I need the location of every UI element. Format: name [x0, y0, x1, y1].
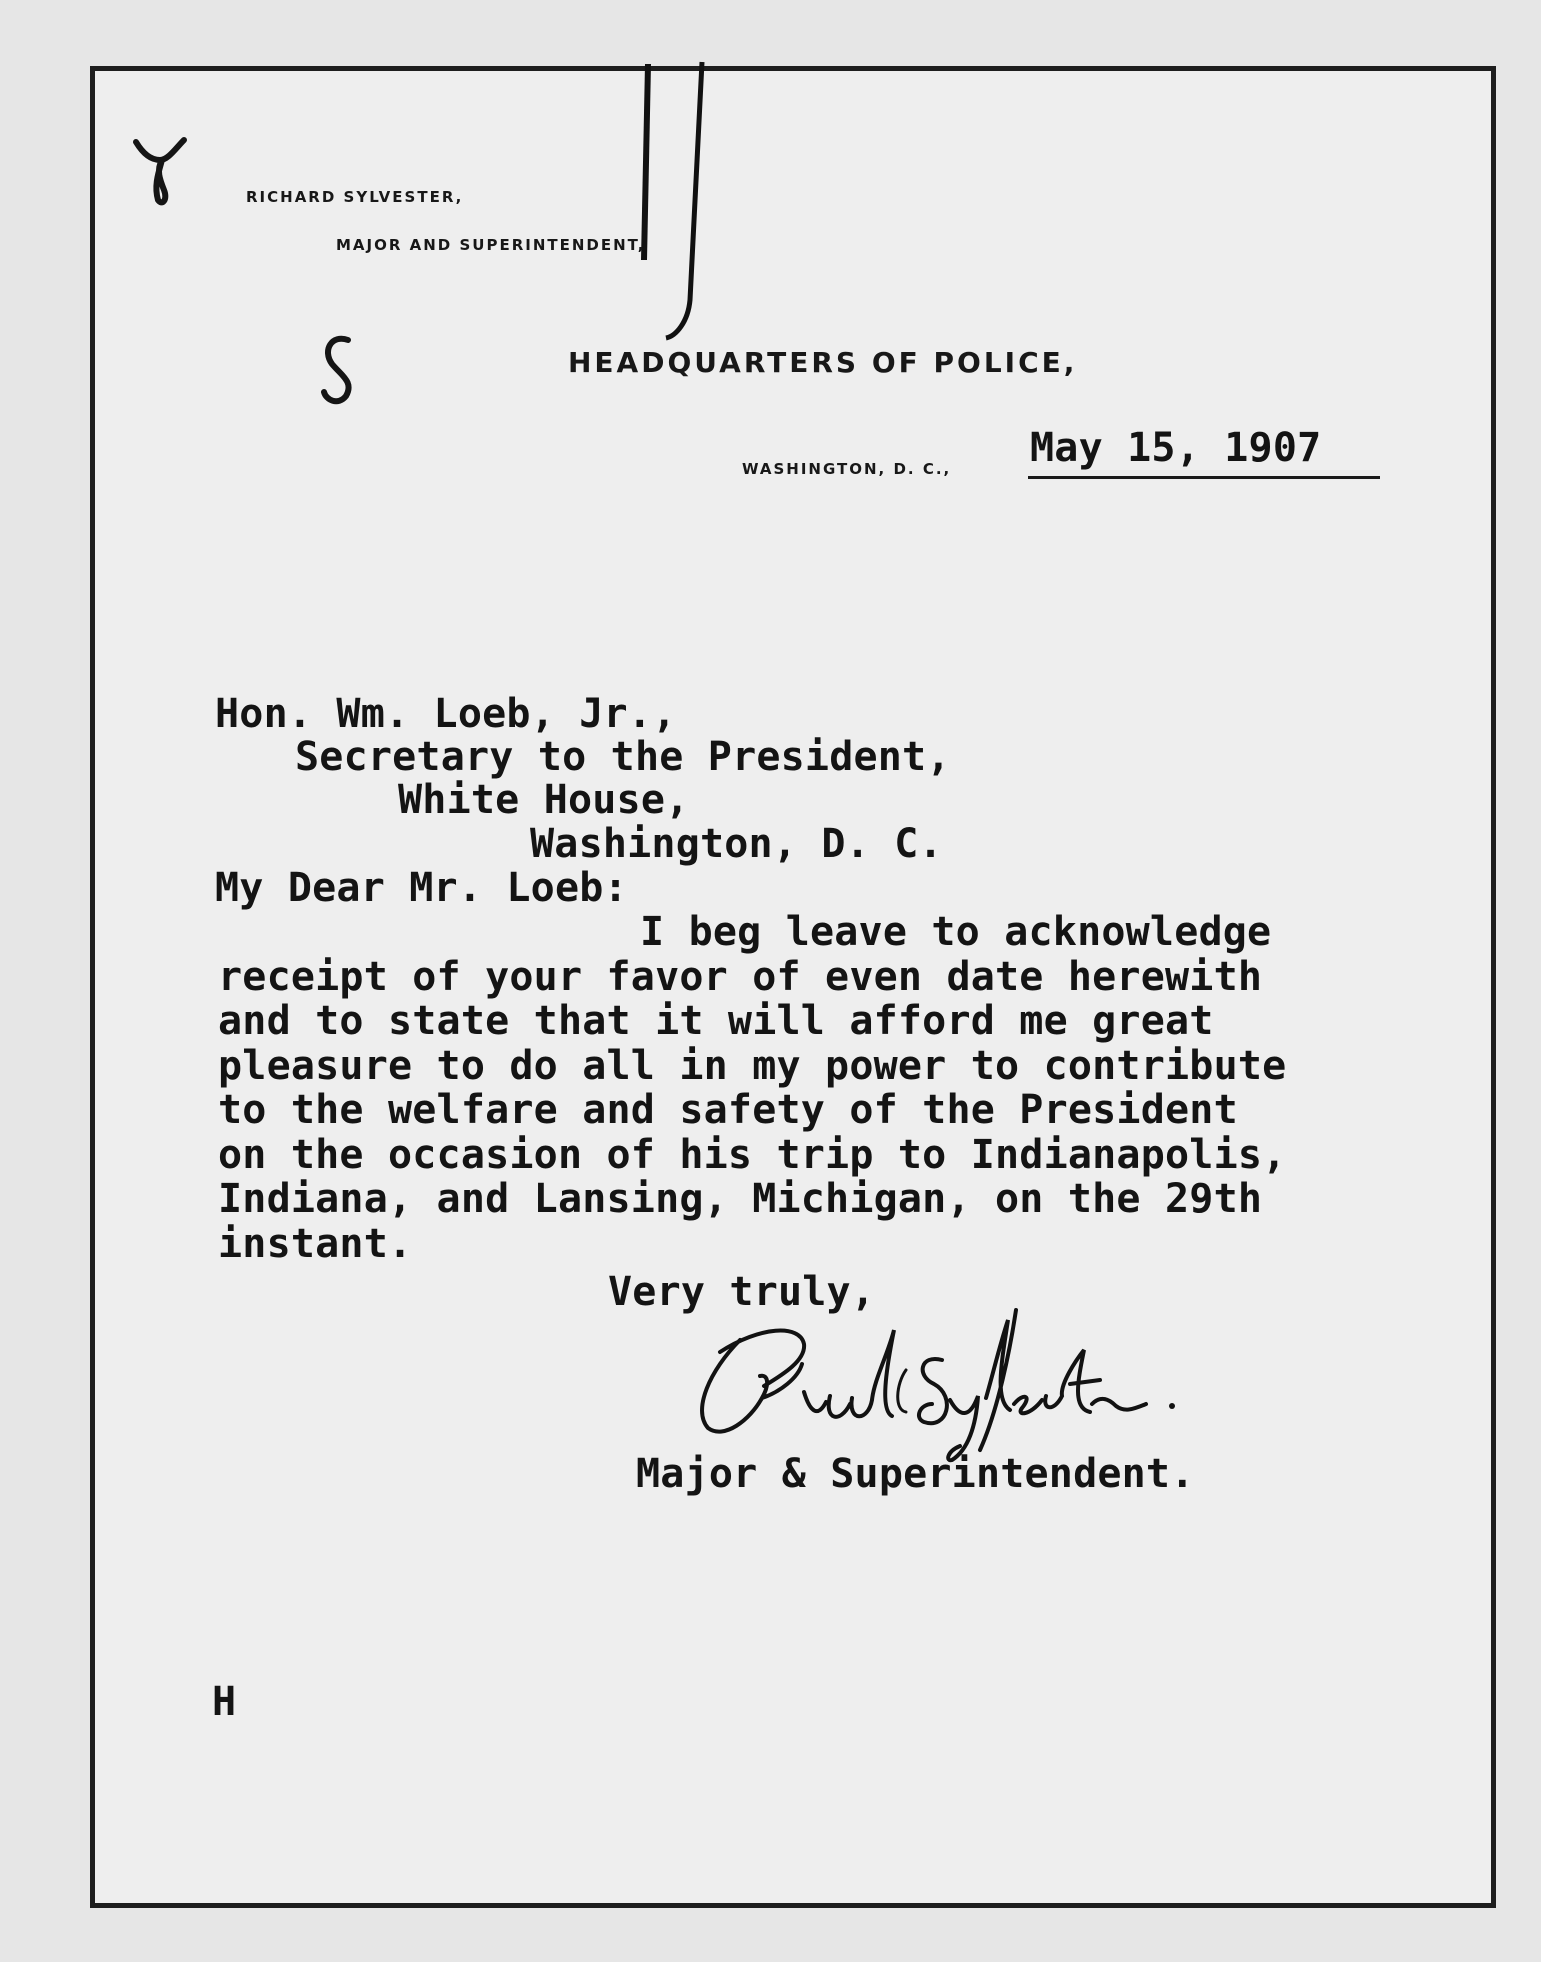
recipient-line-3: White House,	[398, 777, 690, 823]
signatory-title: Major & Superintendent.	[636, 1451, 1195, 1497]
recipient-line-1: Hon. Wm. Loeb, Jr.,	[215, 691, 677, 737]
letterhead-city: WASHINGTON, D. C.,	[742, 460, 952, 478]
recipient-line-4: Washington, D. C.	[530, 821, 943, 867]
body-line: Indiana, and Lansing, Michigan, on the 29th	[218, 1176, 1263, 1222]
letterhead-office: HEADQUARTERS OF POLICE,	[568, 346, 1078, 379]
salutation: My Dear Mr. Loeb:	[215, 865, 628, 911]
body-line: to the welfare and safety of the President	[218, 1087, 1238, 1133]
typist-initial: H	[212, 1679, 237, 1725]
body-line: instant.	[218, 1220, 413, 1267]
body-line: pleasure to do all in my power to contribute	[218, 1042, 1287, 1089]
body-line: on the occasion of his trip to Indianapolis,	[218, 1131, 1287, 1178]
body-line: receipt of your favor of even date herewith	[218, 953, 1263, 1000]
letter-body	[218, 910, 1286, 1266]
closing: Very truly,	[608, 1269, 876, 1315]
body-line: I beg leave to acknowledge	[640, 909, 1272, 955]
letter-date: May 15, 1907	[1030, 425, 1322, 471]
body-line: and to state that it will afford me great	[218, 998, 1214, 1044]
recipient-line-2: Secretary to the President,	[295, 734, 951, 780]
letterhead-title: MAJOR AND SUPERINTENDENT,	[336, 236, 646, 254]
letterhead-name: RICHARD SYLVESTER,	[246, 188, 464, 206]
